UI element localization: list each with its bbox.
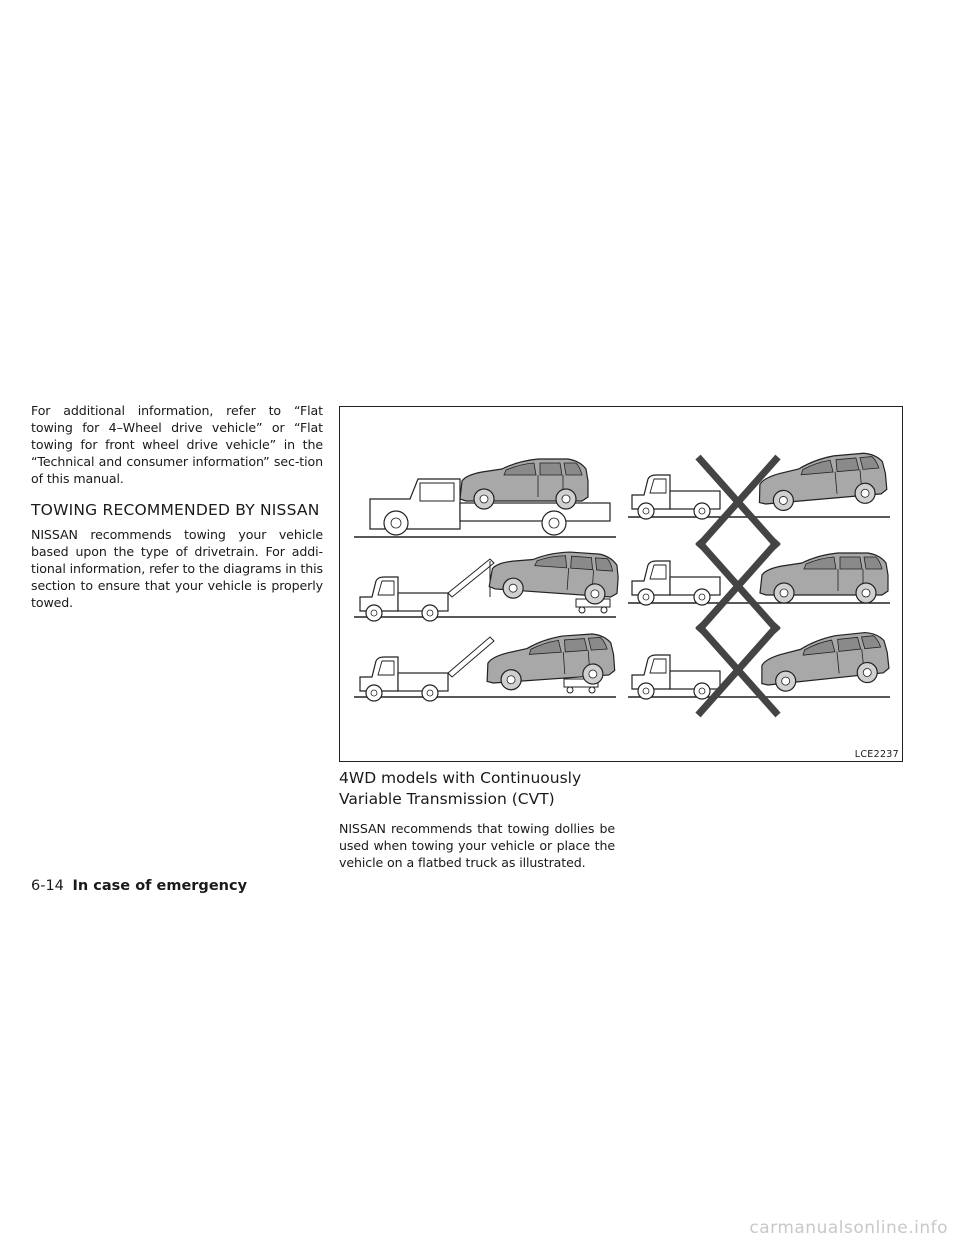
- figure-code: LCE2237: [854, 749, 899, 760]
- left-column: [31, 402, 323, 611]
- not-recommended-illustration-2: [628, 541, 890, 631]
- section-title: In case of emergency: [72, 878, 248, 894]
- watermark: carmanualsonline.info: [749, 1218, 948, 1238]
- not-recommended-illustration-1: [628, 452, 890, 547]
- towing-diagram-figure: [339, 406, 903, 762]
- flatbed-truck-illustration: [354, 459, 616, 537]
- subheading-paragraph: NISSAN recommends that towing dollies be used when towing your vehicle or place the vehicle on a flatbed truck as illustrated.: [339, 821, 615, 870]
- page-footer: [31, 878, 247, 894]
- page-number: 6-14: [31, 878, 64, 894]
- subheading: 4WD models with Continuously Variable Transmission (CVT): [339, 769, 582, 808]
- not-recommended-illustration-3: [628, 625, 890, 715]
- wheel-lift-dollies-illustration-2: [354, 633, 616, 701]
- section-paragraph: NISSAN recommends towing your vehicle based upon the type of drivetrain. For addi-tional information, refer to the diagrams in this section to ensure that your vehicle is properly towed.: [31, 527, 323, 610]
- wheel-lift-dollies-illustration-1: [354, 547, 620, 621]
- intro-paragraph: For additional information, refer to “Flat towing for 4–Wheel drive vehicle” or “Flat towing for front wheel drive vehicle” in the “Technical and consumer information” sec-tion of this manual.: [31, 403, 323, 486]
- right-column: [339, 768, 615, 871]
- section-heading: TOWING RECOMMENDED BY NISSAN: [31, 501, 320, 519]
